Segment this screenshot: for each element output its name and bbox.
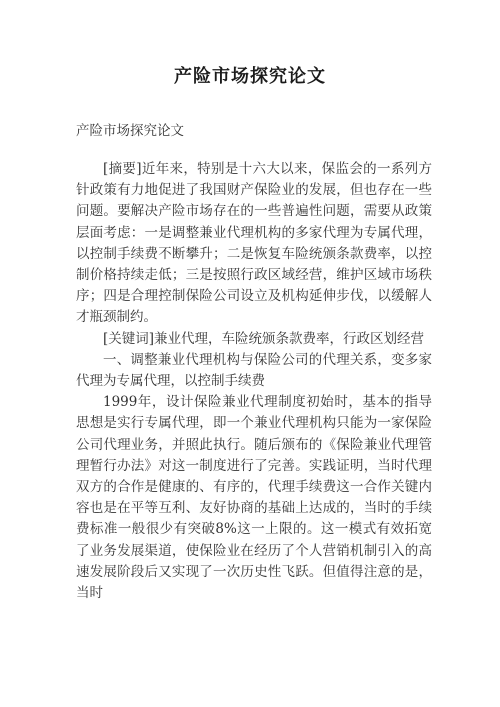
keywords-paragraph: [关键词]兼业代理，车险统颁条款费率，行政区划经营 [103, 330, 425, 347]
abstract-paragraph: [摘要]近年来，特别是十六大以来，保监会的一系列方针政策有力地促进了我国财产保险业的发展，但也存在一些问题。要解决产险市场存在的一些普遍性问题，需要从政策层面考虑：一是调整兼业代理机构的多家代理为专属代理，以控制手续费不断攀升；二是恢复车险统颁条款费率，以控制价格持续走低；三是按照行政区域经营，维护区域市场秩序；四是合理控制保险公司设立及机构延伸步伐，以缓解人才瓶颈制约。 [76, 161, 432, 326]
document-subtitle: 产险市场探究论文 [76, 123, 184, 139]
document-body [76, 159, 432, 604]
section-heading-1: 一、调整兼业代理机构与保险公司的代理关系，变多家代理为专属代理，以控制手续费 [76, 351, 432, 390]
document-title: 产险市场探究论文 [174, 66, 326, 87]
body-paragraph: 1999年，设计保险兼业代理制度初始时，基本的指导思想是实行专属代理，即一个兼业代理机构只能为一家保险公司代理业务，并照此执行。随后颁布的《保险兼业代理管理暂行办法》对这一制度进行了完善。实践证明，当时代理双方的合作是健康的、有序的，代理手续费这一合作关键内容也是在平等互利、友好协商的基础上达成的，当时的手续费标准一般很少有突破8%这一上限的。这一模式有效拓宽了业务发展渠道，使保险业在经历了个人营销机制引入的高速发展阶段后又实现了一次历史性飞跃。但值得注意的是，当时 [76, 394, 432, 602]
